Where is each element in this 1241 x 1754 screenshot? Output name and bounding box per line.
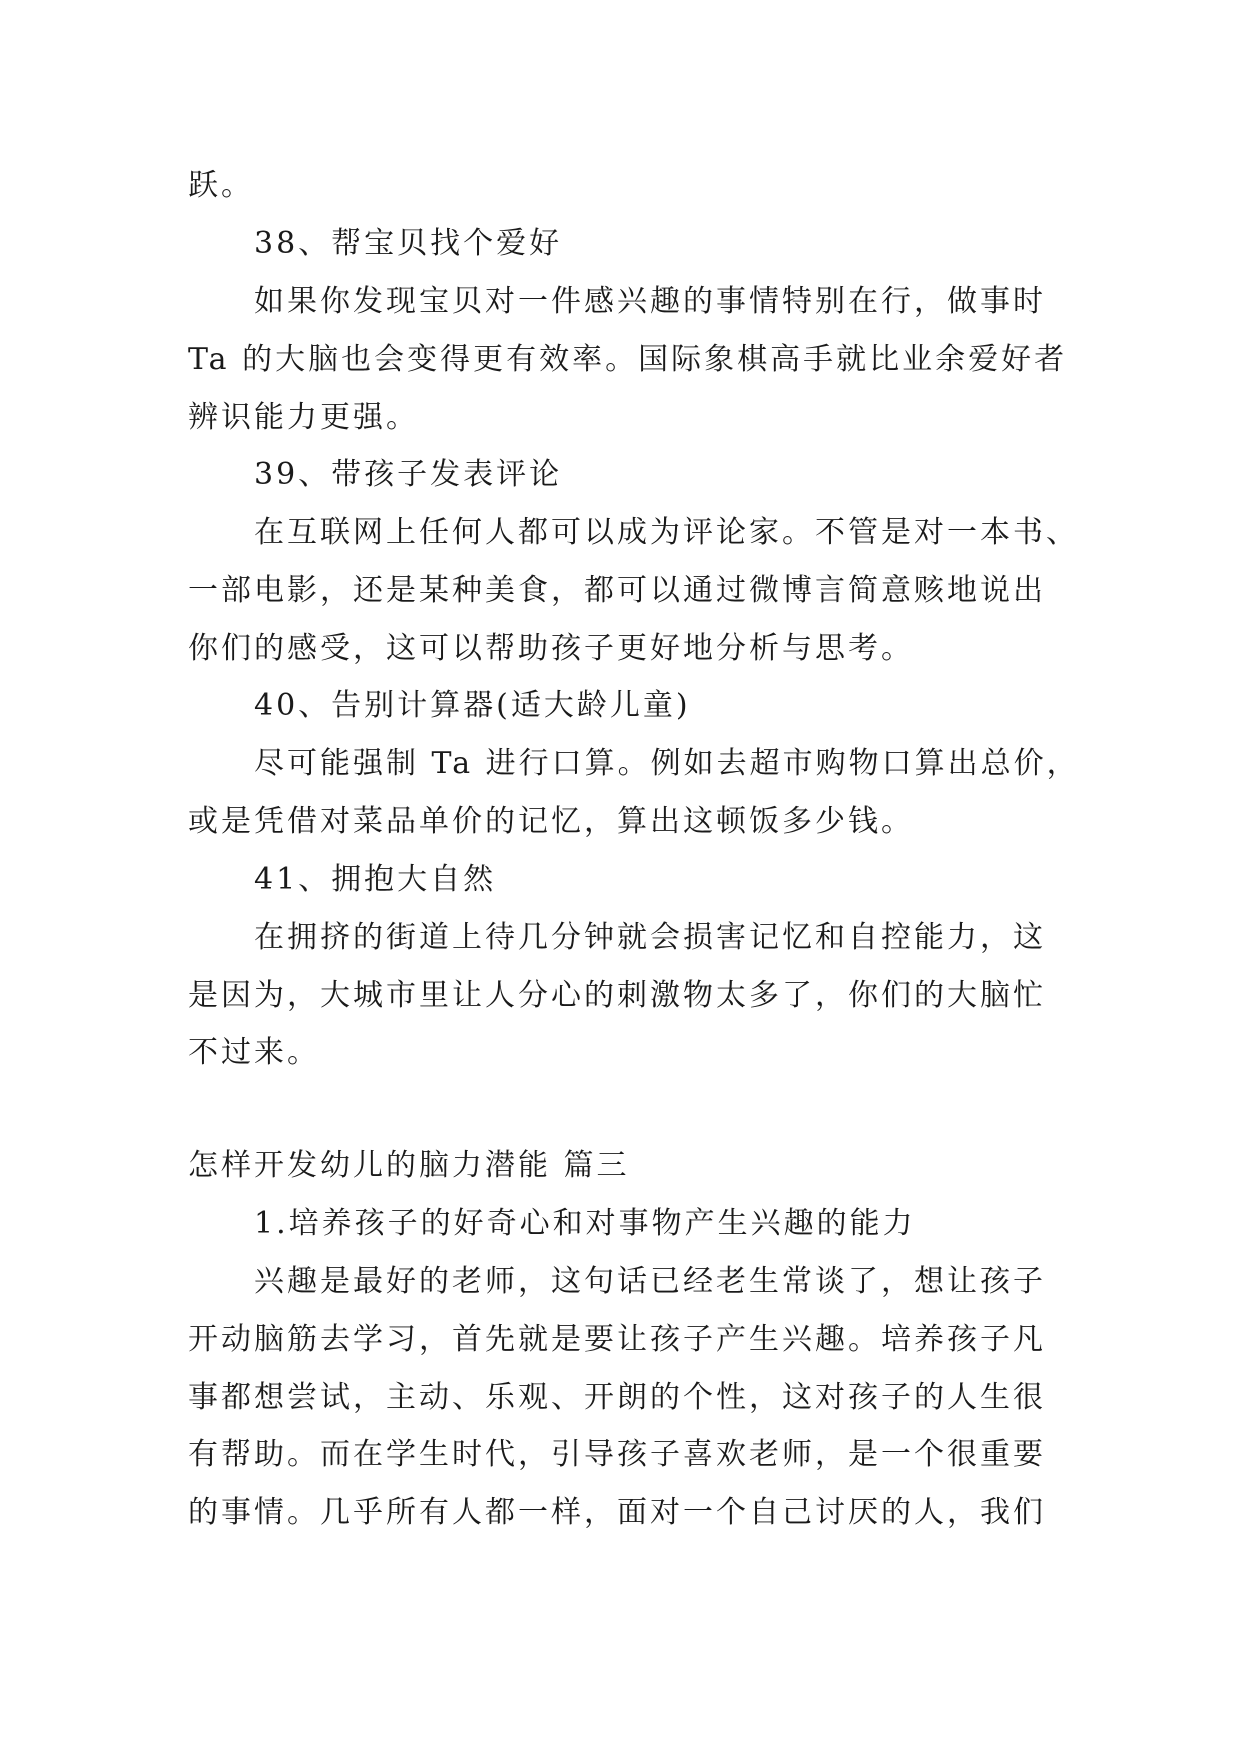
item-heading-40: 40、告别计算器(适大龄儿童) [254,688,691,723]
section-title: 怎样开发幼儿的脑力潜能 篇三 [188,1148,630,1183]
text-line: 一部电影，还是某种美食，都可以通过微博言简意赅地说出 [188,573,1046,608]
text-line: 事都想尝试，主动、乐观、开朗的个性，这对孩子的人生很 [188,1380,1046,1415]
text-line: 在互联网上任何人都可以成为评论家。不管是对一本书、 [254,515,1079,550]
item-heading-41: 41、拥抱大自然 [254,862,497,897]
item-heading-39: 39、带孩子发表评论 [254,457,563,492]
text-line: 开动脑筋去学习，首先就是要让孩子产生兴趣。培养孩子凡 [188,1322,1046,1357]
text-line: 尽可能强制 Ta 进行口算。例如去超市购物口算出总价， [254,746,1080,781]
text-line: 的事情。几乎所有人都一样，面对一个自己讨厌的人，我们 [188,1495,1046,1530]
text-line: 是因为，大城市里让人分心的刺激物太多了，你们的大脑忙 [188,978,1046,1013]
text-line: 跃。 [188,168,254,203]
text-line: 不过来。 [188,1035,320,1070]
text-line: 在拥挤的街道上待几分钟就会损害记忆和自控能力，这 [254,920,1046,955]
text-line: 或是凭借对菜品单价的记忆，算出这顿饭多少钱。 [188,804,914,839]
text-line: Ta 的大脑也会变得更有效率。国际象棋高手就比业余爱好者 [188,342,1068,377]
text-line: 辨识能力更强。 [188,400,419,435]
text-line: 你们的感受，这可以帮助孩子更好地分析与思考。 [188,631,914,666]
item-heading-1: 1.培养孩子的好奇心和对事物产生兴趣的能力 [254,1206,916,1241]
text-line: 有帮助。而在学生时代，引导孩子喜欢老师，是一个很重要 [188,1437,1046,1472]
text-line: 如果你发现宝贝对一件感兴趣的事情特别在行，做事时 [254,284,1046,319]
text-line: 兴趣是最好的老师，这句话已经老生常谈了，想让孩子 [254,1264,1046,1299]
item-heading-38: 38、帮宝贝找个爱好 [254,226,563,261]
